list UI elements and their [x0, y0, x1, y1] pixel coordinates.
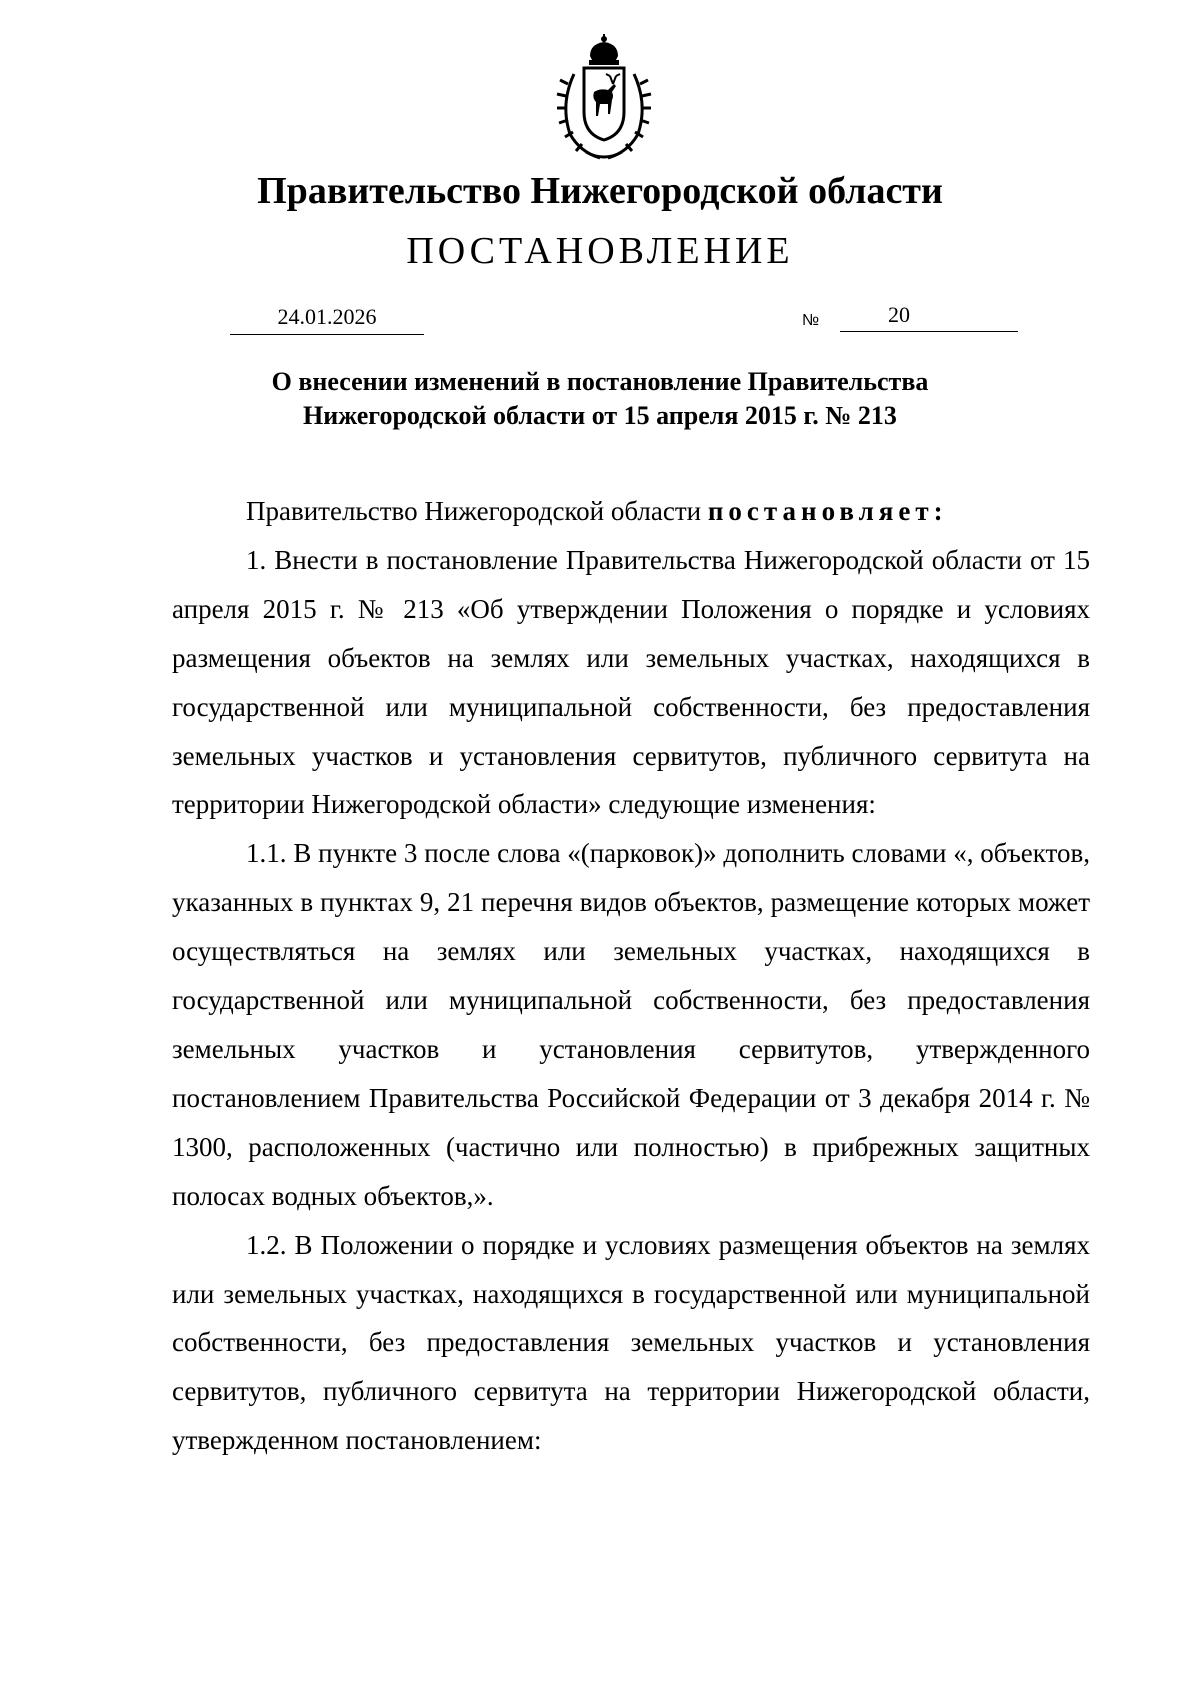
organization-title: Правительство Нижегородской области	[257, 170, 943, 212]
subject-line-2: Нижегородской области от 15 апреля 2015 г. № 213	[303, 401, 897, 430]
number-sign: №	[802, 312, 820, 329]
preamble-verb: постановляет:	[707, 496, 948, 526]
paragraph-1: 1. Внести в постановление Правительства Нижегородской области от 15 апреля 2015 г. № 213 «Об утверждении Положения о порядке и условиях размещения объектов на землях или земельных участках, находящихся в государственной или муниципальной собственности, без предоставления земельных участков и установления сервитутов, публичного сервитута на территории Нижегородской области» следующие изменения:	[172, 544, 1090, 820]
coat-of-arms-emblem	[540, 34, 668, 162]
subject-line-1: О внесении изменений в постановление Правительства	[271, 367, 929, 396]
crown-icon	[589, 34, 619, 65]
document-type: ПОСТАНОВЛЕНИЕ	[406, 230, 794, 272]
document-date: 24.01.2026	[230, 302, 424, 335]
paragraph-1-2: 1.2. В Положении о порядке и условиях размещения объектов на землях или земельных участках, находящихся в государственной или муниципальной собственности, без предоставления земельных участков и установления сервитутов, публичного сервитута на территории Нижегородской области, утвержденном постановлением:	[172, 1229, 1090, 1456]
preamble-text: Правительство Нижегородской области	[246, 496, 708, 526]
document-subject	[170, 365, 1030, 433]
document-number: 20	[840, 300, 1018, 332]
document-body	[172, 487, 1090, 1465]
paragraph-1-1: 1.1. В пункте 3 после слова «(парковок)» дополнить словами «, объектов, указанных в пунктах 9, 21 перечня видов объектов, размещение которых может осуществляться на землях или земельных участках, находящихся в государственной или муниципальной собственности, без предоставления земельных участков и установления сервитутов, утвержденного постановлением Правительства Российской Федерации от 3 декабря 2014 г. № 1300, расположенных (частично или полностью) в прибрежных защитных полосах водных объектов,».	[172, 838, 1090, 1211]
preamble-paragraph	[172, 487, 1090, 536]
